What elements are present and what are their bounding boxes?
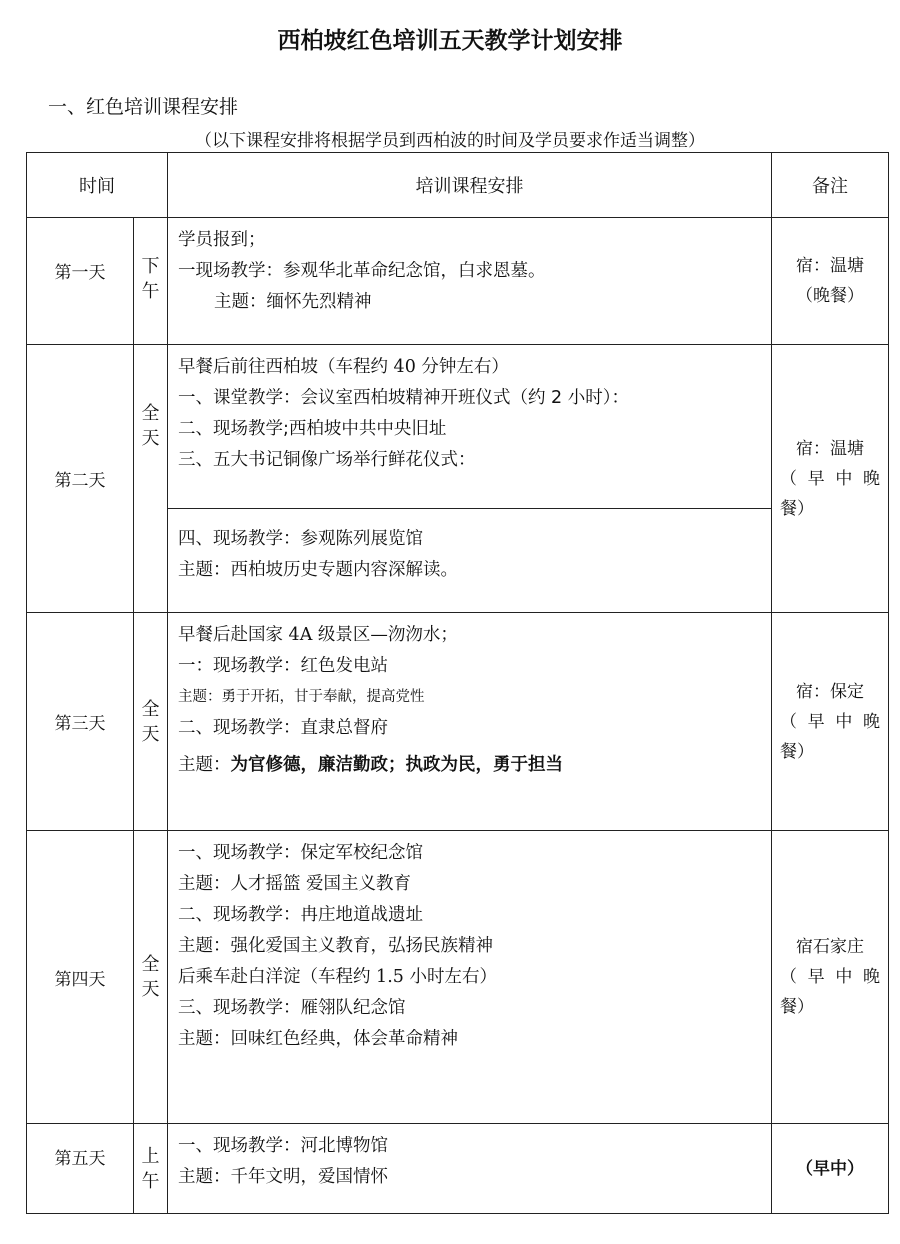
period-cell <box>134 345 168 613</box>
period-char: 全 <box>141 403 160 424</box>
theme-bold-text: 为官修德，廉洁勤政；执政为民，勇于担当 <box>230 755 563 775</box>
day-label: 第四天 <box>27 831 134 1124</box>
note-line: （早中晚 <box>780 711 880 732</box>
table-row <box>27 831 889 1124</box>
day-label: 第三天 <box>27 613 134 831</box>
header-notes: 备注 <box>772 153 889 218</box>
schedule-theme: 主题：强化爱国主义教育，弘扬民族精神 <box>178 936 493 956</box>
period-char: 天 <box>141 428 160 449</box>
period-char: 天 <box>141 723 160 745</box>
note-line: （早中晚 <box>780 468 880 489</box>
note-cell <box>772 218 889 345</box>
table-row <box>27 1124 889 1214</box>
schedule-line: 一、现场教学：河北博物馆 <box>178 1136 388 1156</box>
schedule-line: 后乘车赴白洋淀（车程约 1.5 小时左右） <box>178 967 497 987</box>
schedule-line: 四、现场教学：参观陈列展览馆 <box>178 529 423 549</box>
schedule-line: 三、五大书记铜像广场举行鲜花仪式： <box>178 450 476 470</box>
schedule-line: 一、课堂教学：会议室西柏坡精神开班仪式（约 2 小时）： <box>178 388 630 408</box>
period-cell <box>134 1124 168 1214</box>
schedule-line: 三、现场教学：雁翎队纪念馆 <box>178 998 406 1018</box>
schedule-line: 学员报到； <box>178 230 266 250</box>
period-char: 午 <box>141 1170 160 1192</box>
schedule-line: 早餐后赴国家 4A 级景区—沕沕水； <box>178 625 458 645</box>
schedule-cell <box>168 218 772 345</box>
note-line: （早中晚 <box>780 967 880 987</box>
schedule-line: 二、现场教学：直隶总督府 <box>178 718 388 738</box>
table-row <box>27 613 889 831</box>
note-line: 宿石家庄 <box>796 937 864 957</box>
period-cell <box>134 218 168 345</box>
schedule-line: 一、现场教学：保定军校纪念馆 <box>178 843 423 863</box>
period-char: 上 <box>141 1145 160 1167</box>
note-line: （早中） <box>796 1158 864 1179</box>
schedule-theme: 主题：人才摇篮 爱国主义教育 <box>178 874 412 894</box>
schedule-theme: 主题：回味红色经典，体会革命精神 <box>178 1029 458 1049</box>
period-cell <box>134 831 168 1124</box>
day-label: 第五天 <box>27 1124 134 1214</box>
schedule-cell <box>168 613 772 831</box>
schedule-theme: 主题：缅怀先烈精神 <box>214 292 372 312</box>
note-line: 宿：温塘 <box>796 256 864 276</box>
period-char: 全 <box>141 698 160 720</box>
schedule-cell <box>168 509 772 613</box>
schedule-theme <box>178 754 771 777</box>
schedule-cell <box>168 345 772 509</box>
day-label: 第二天 <box>27 345 134 613</box>
schedule-cell <box>168 831 772 1124</box>
theme-label: 主题： <box>178 755 231 775</box>
period-char: 下 <box>141 256 160 277</box>
table-row <box>27 218 889 345</box>
note-cell <box>772 345 889 613</box>
period-char: 天 <box>141 979 160 1000</box>
schedule-line: 一：现场教学：红色发电站 <box>178 656 388 676</box>
note-line: 餐） <box>780 997 814 1017</box>
schedule-theme: 主题：西柏坡历史专题内容深解读。 <box>178 560 458 580</box>
note-line: （晚餐） <box>796 286 864 306</box>
header-row <box>27 153 889 218</box>
note-cell <box>772 613 889 831</box>
note-line: 餐） <box>780 741 814 762</box>
schedule-table <box>26 152 889 1214</box>
note-cell <box>772 831 889 1124</box>
period-char: 午 <box>141 281 160 302</box>
header-schedule: 培训课程安排 <box>168 153 772 218</box>
header-time: 时间 <box>27 153 168 218</box>
schedule-line: 一现场教学：参观华北革命纪念馆，白求恩墓。 <box>178 261 546 281</box>
note-line: 宿：温塘 <box>796 438 864 459</box>
adjustment-note: （以下课程安排将根据学员到西柏波的时间及学员要求作适当调整） <box>195 131 705 151</box>
schedule-line: 早餐后前往西柏坡（车程约 40 分钟左右） <box>178 357 509 377</box>
schedule-cell <box>168 1124 772 1214</box>
schedule-line: 二、现场教学：冉庄地道战遗址 <box>178 905 423 925</box>
note-line: 宿：保定 <box>796 681 864 702</box>
note-cell <box>772 1124 889 1214</box>
schedule-theme: 主题：千年文明，爱国情怀 <box>178 1167 388 1187</box>
schedule-line: 二、现场教学;西柏坡中共中央旧址 <box>178 419 447 439</box>
period-cell <box>134 613 168 831</box>
table-row <box>27 345 889 509</box>
schedule-theme: 主题：勇于开拓，甘于奉献，提高党性 <box>178 689 425 705</box>
note-line: 餐） <box>780 498 814 519</box>
section-heading: 一、红色培训课程安排 <box>48 96 239 118</box>
period-char: 全 <box>141 954 160 975</box>
document-title: 西柏坡红色培训五天教学计划安排 <box>277 28 623 54</box>
day-label: 第一天 <box>27 218 134 345</box>
